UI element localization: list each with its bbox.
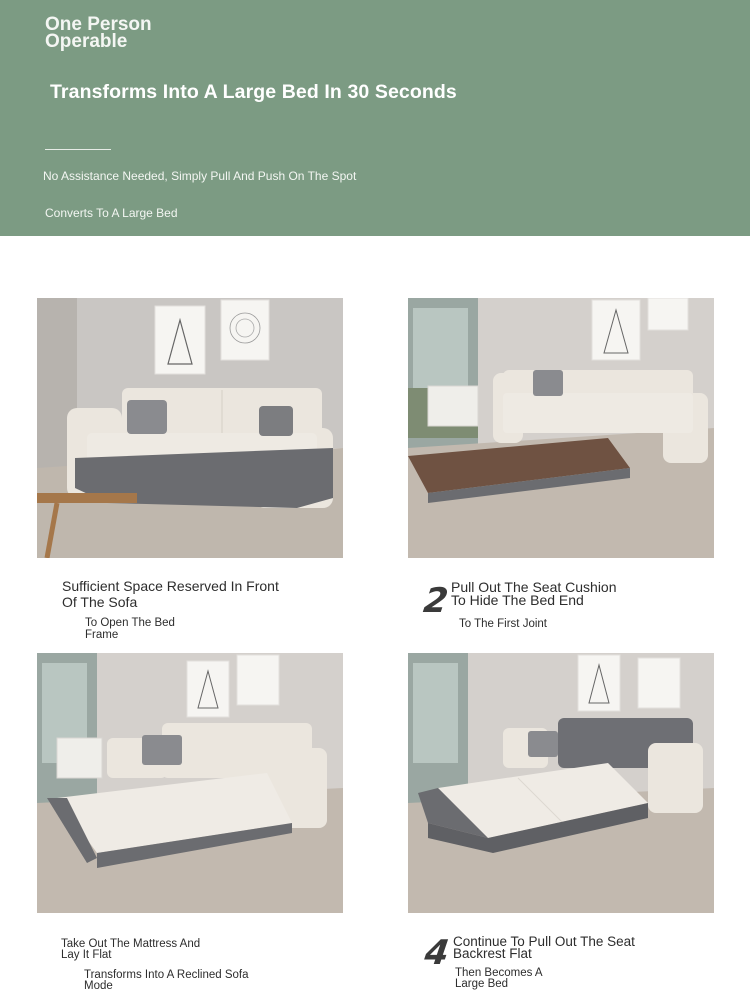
step-3-detail: Transforms Into A Reclined Sofa Mode	[84, 969, 249, 992]
step-2-number: 2	[421, 581, 451, 621]
step-4-caption	[453, 936, 653, 990]
step-2-detail: To The First Joint	[459, 618, 547, 630]
step-4-detail: Then Becomes A Large Bed	[455, 967, 542, 990]
step-3-photo	[37, 653, 343, 913]
step-1-photo	[37, 298, 343, 558]
hero-divider	[45, 149, 111, 150]
hero-title: One Person Operable	[45, 14, 152, 52]
step-1-title: Sufficient Space Reserved In Front Of The Sofa	[62, 578, 279, 610]
step-1-caption	[62, 578, 292, 641]
step-3-caption	[61, 938, 249, 992]
step-4-title: Continue To Pull Out The Seat Backrest Flat	[453, 934, 635, 961]
step-1-detail: To Open The Bed Frame	[85, 617, 175, 641]
hero-headline: Transforms Into A Large Bed In 30 Seconds	[50, 81, 457, 103]
step-2-title: Pull Out The Seat Cushion To Hide The Bed End	[451, 579, 617, 608]
hero-subline-1: No Assistance Needed, Simply Pull And Push On The Spot	[43, 169, 357, 183]
step-4-number: 4	[422, 933, 452, 973]
step-2-caption	[451, 581, 626, 630]
step-2-photo	[408, 298, 714, 558]
step-3-title: Take Out The Mattress And Lay It Flat	[61, 938, 201, 961]
step-4-photo	[408, 653, 714, 913]
hero-subline-2: Converts To A Large Bed	[45, 206, 178, 220]
hero-banner	[0, 0, 750, 236]
